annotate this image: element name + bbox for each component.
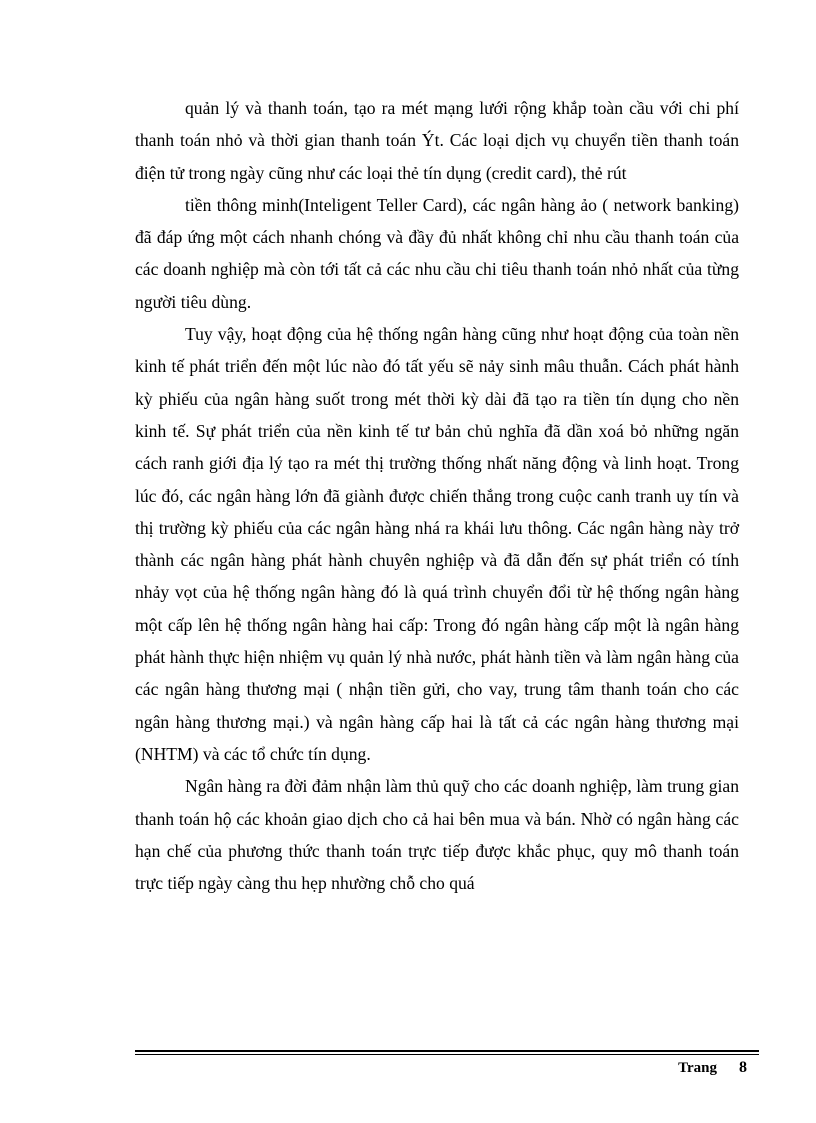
footer-rule-thick xyxy=(135,1050,759,1052)
page-number: 8 xyxy=(739,1059,747,1076)
paragraph-3: Tuy vậy, hoạt động của hệ thống ngân hàng cũng như hoạt động của toàn nền kinh tế phát triển đến một lúc nào đó tất yếu sẽ nảy sinh mâu thuẫn. Cách phát hành kỳ phiếu của ngân hàng suốt trong mét thời kỳ dài đã tạo ra tiền tín dụng cho nền kinh tế. Sự phát triển của nền kinh tế tư bản chủ nghĩa đã dần xoá bỏ những ngăn cách ranh giới địa lý tạo ra mét thị trường thống nhất năng động và linh hoạt. Trong lúc đó, các ngân hàng lớn đã giành được chiến thắng trong cuộc canh tranh uy tín và thị trường kỳ phiếu của các ngân hàng nhá ra khái lưu thông. Các ngân hàng này trở thành các ngân hàng phát hành chuyên nghiệp và đã dẫn đến sự phát triển có tính nhảy vọt của hệ thống ngân hàng đó là quá trình chuyển đổi từ hệ thống ngân hàng một cấp lên hệ thống ngân hàng hai cấp: Trong đó ngân hàng cấp một là ngân hàng phát hành thực hiện nhiệm vụ quản lý nhà nước, phát hành tiền và làm ngân hàng của các ngân hàng thương mại ( nhận tiền gửi, cho vay, trung tâm thanh toán cho các ngân hàng thương mại.) và ngân hàng cấp hai là tất cả các ngân hàng thương mại (NHTM) và các tổ chức tín dụng. xyxy=(135,324,739,764)
paragraph-1: quản lý và thanh toán, tạo ra mét mạng lưới rộng khắp toàn cầu với chi phí thanh toán nhỏ và thời gian thanh toán Ýt. Các loại dịch vụ chuyển tiền thanh toán điện tử trong ngày cũng như các loại thẻ tín dụng (credit card), thẻ rút xyxy=(135,98,739,183)
paragraph-2: tiền thông minh(Inteligent Teller Card), các ngân hàng ảo ( network banking) đã đáp ứng một cách nhanh chóng và đầy đủ nhất không chỉ nhu cầu thanh toán của các doanh nghiệp mà còn tới tất cả các nhu cầu chi tiêu thanh toán nhỏ nhất của từng người tiêu dùng. xyxy=(135,194,739,312)
page-number-label xyxy=(678,1059,747,1077)
document-body xyxy=(135,92,739,899)
footer-rule-thin xyxy=(135,1054,759,1055)
paragraph-4: Ngân hàng ra đời đảm nhận làm thủ quỹ cho các doanh nghiệp, làm trung gian thanh toán hộ các khoản giao dịch cho cả hai bên mua và bán. Nhờ có ngân hàng các hạn chế của phương thức thanh toán trực tiếp được khắc phục, quy mô thanh toán trực tiếp ngày càng thu hẹp nhường chỗ cho quá xyxy=(135,776,739,894)
page-footer xyxy=(135,1050,759,1076)
page-label-text: Trang xyxy=(678,1060,717,1076)
